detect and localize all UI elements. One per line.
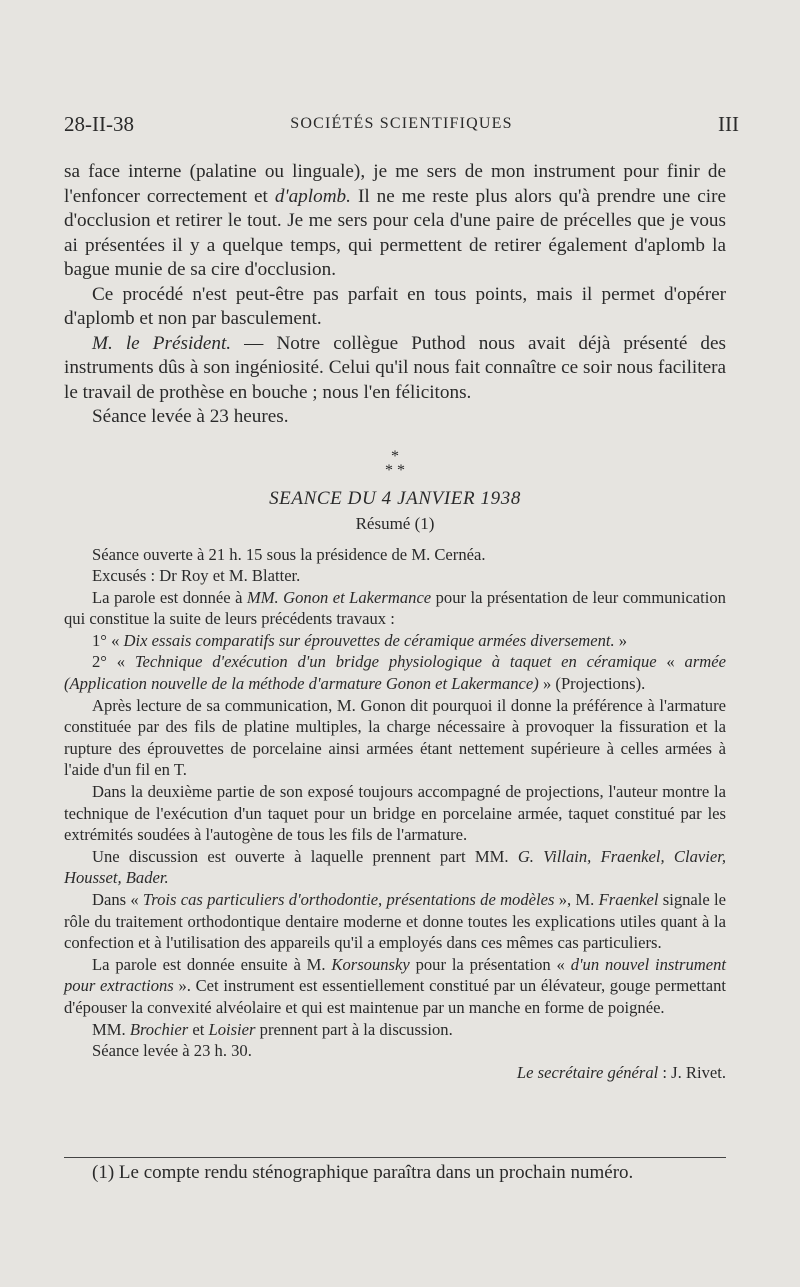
minutes-paragraph: Dans « Trois cas particuliers d'orthodontie, présentations de modèles », M. Fraenkel signale le rôle du traitement orthodontique dentaire moderne et donne toutes les explications utiles quant à la confection et à l'utilisation des appareils qu'il a employés dans ces mêmes cas particuliers. [64,890,726,953]
footnote: (1) Le compte rendu sténographique paraîtra dans un prochain numéro. [92,1162,634,1183]
minutes-paragraph: La parole est donnée ensuite à M. Korsounsky pour la présentation « d'un nouvel instrument pour extractions ». Cet instrument est essentiellement constitué par un élévateur, gouge permettant d'épouser la convexité alvéolaire et qui est maintenue par un manche en forme de poignée. [64,954,727,1017]
header-title: SOCIÉTÉS SCIENTIFIQUES [290,115,513,132]
minutes-item-2: 2° « Technique d'exécution d'un bridge physiologique à taquet en céramique « armée (Application nouvelle de la méthode d'armature Gonon et Lakermance) » (Projections). [64,652,726,694]
paragraph-3: M. le Président. — Notre collègue Puthod nous avait déjà présenté des instruments dûs à son ingéniosité. Celui qu'il nous fait connaître ce soir nous facilitera le travail de prothèse en bouche ; nous l'en félicitons. [64,332,726,403]
minutes-opening: Séance ouverte à 21 h. 15 sous la présidence de M. Cernéa. [92,544,486,564]
section-subtitle: Résumé (1) [355,513,435,533]
paragraph-2: Ce procédé n'est peut-être pas parfait en tous points, mais il permet d'opérer d'aplomb et non par basculement. [64,283,726,329]
section-separator: * * * [385,447,405,479]
minutes-excused: Excusés : Dr Roy et M. Blatter. [92,566,301,586]
page-body [64,160,726,1083]
minutes-paragraph: MM. Brochier et Loisier prennent part à la discussion. [92,1019,453,1039]
minutes-item-1: 1° « Dix essais comparatifs sur éprouvettes de céramique armées diversement. » [92,630,628,650]
signature: Le secrétaire général : J. Rivet. [516,1062,726,1082]
minutes-paragraph: Après lecture de sa communication, M. Gonon dit pourquoi il donne la préférence à l'armature constituée par des fils de platine multiples, la charge nécessaire à provoquer la fissuration et la rupture des éprouvettes de porcelaine ainsi armées étant nettement supérieure à celles armées à l'aide d'un fil en T. [64,695,726,780]
minutes-paragraph: La parole est donnée à MM. Gonon et Lakermance pour la présentation de leur communication qui constitue la suite de leurs précédents travaux : [64,587,726,629]
running-header [64,112,739,142]
footnote-rule [64,1157,726,1158]
minutes-paragraph: Dans la deuxième partie de son exposé toujours accompagné de projections, l'auteur montre la technique de l'exécution d'un taquet pour un bridge en porcelaine armée, taquet constitué par les extrémités soudées à l'autogène de tous les fils de l'armature. [64,782,726,845]
header-date: 28-II-38 [64,112,134,136]
paragraph-4: Séance levée à 23 heures. [92,406,289,427]
page-number: III [718,112,739,136]
section-title: SEANCE DU 4 JANVIER 1938 [269,487,521,509]
minutes-paragraph: Une discussion est ouverte à laquelle prennent part MM. G. Villain, Fraenkel, Clavier, Housset, Bader. [64,846,726,888]
minutes-closing: Séance levée à 23 h. 30. [92,1041,252,1061]
paragraph-1: sa face interne (palatine ou linguale), je me sers de mon instrument pour finir de l'enfoncer correctement et d'aplomb. Il ne me reste plus alors qu'à prendre une cire d'occlusion et retirer le tout. Je me sers pour cela d'une paire de précelles que je vous ai présentées il y a quelque temps, qui permettent de retirer également d'aplomb la bague munie de sa cire d'occlusion. [64,161,726,280]
